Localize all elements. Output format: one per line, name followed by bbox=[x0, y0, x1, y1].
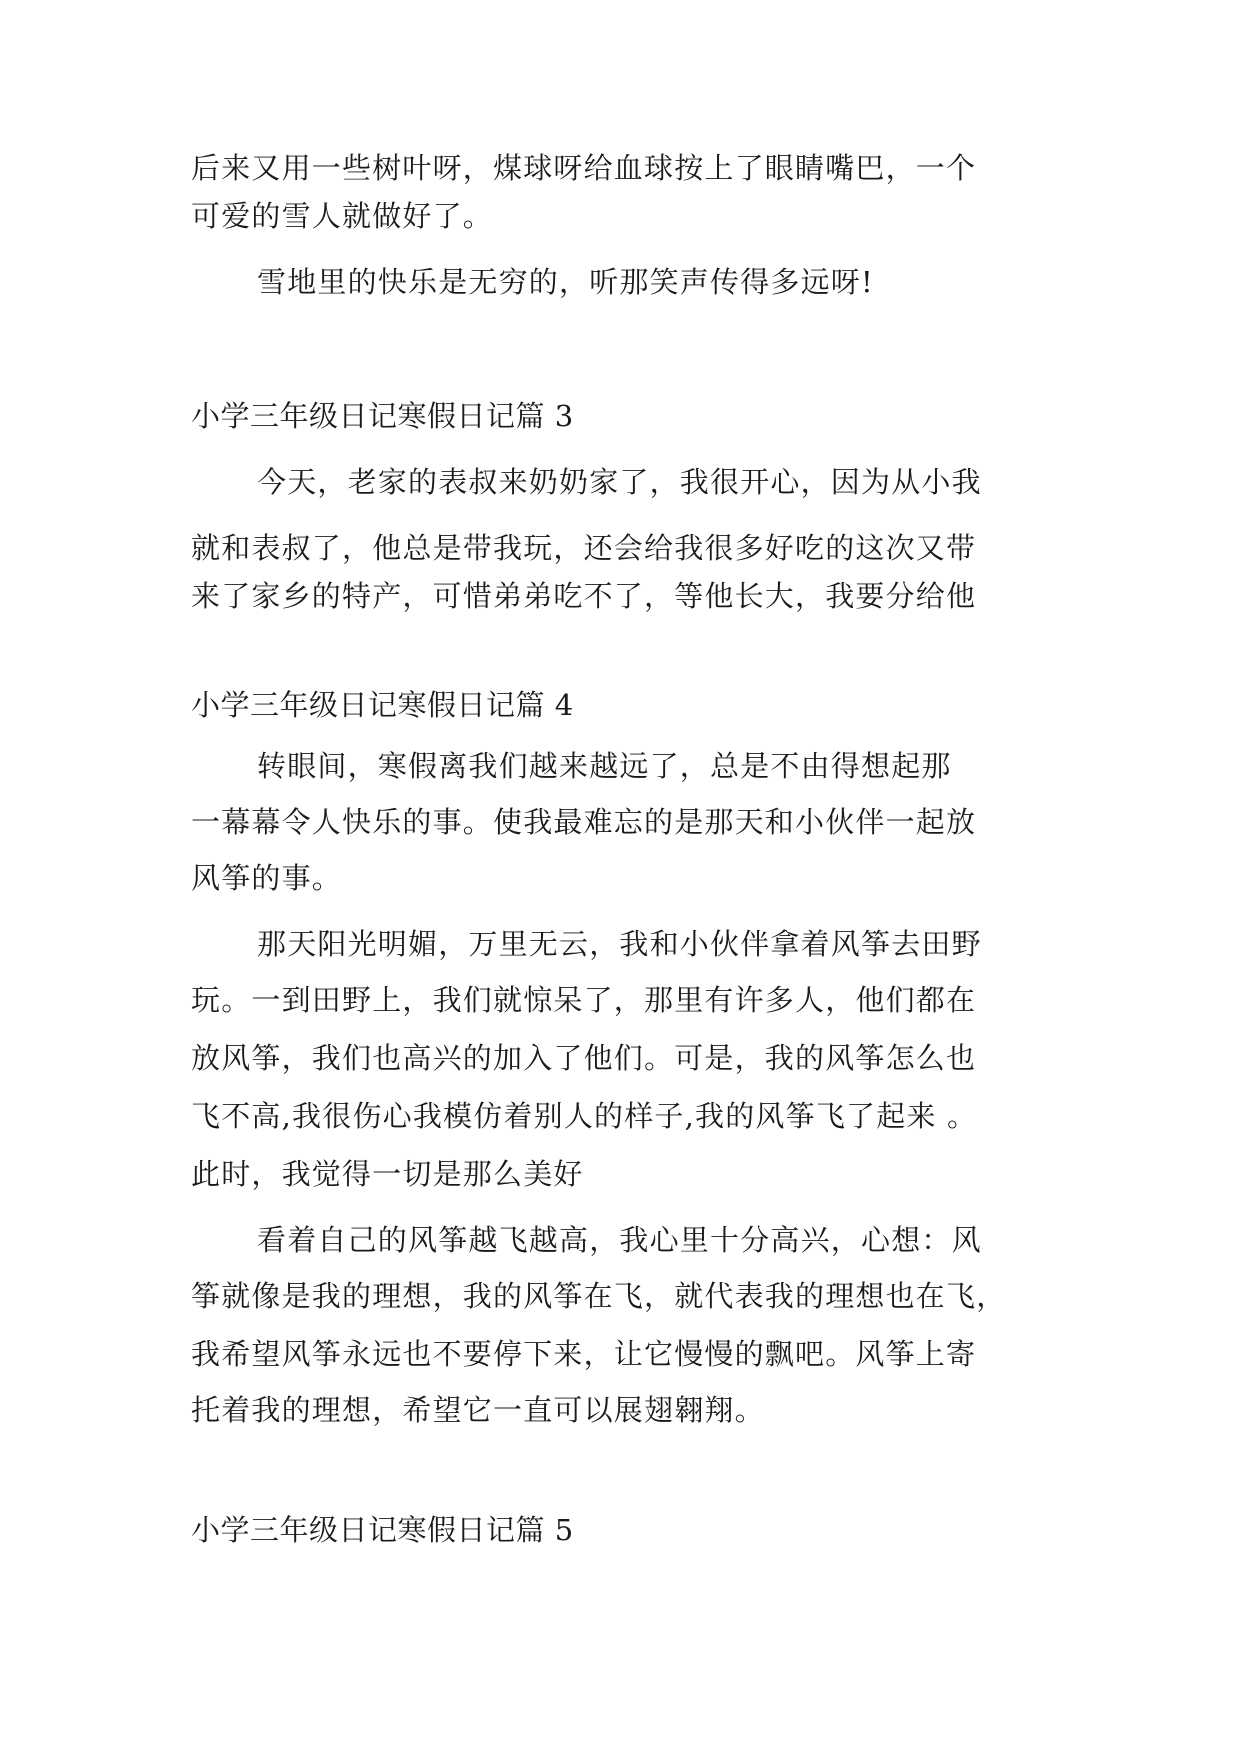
paragraph-line: 就和表叔了，他总是带我玩，还会给我很多好吃的这次又带 bbox=[191, 531, 977, 565]
paragraph-line: 飞不高,我很伤心我模仿着别人的样子,我的风筝飞了起来 。 bbox=[191, 1099, 978, 1133]
paragraph-line: 筝就像是我的理想，我的风筝在飞，就代表我的理想也在飞， bbox=[191, 1279, 1007, 1313]
paragraph-line: 托着我的理想，希望它一直可以展翅翱翔。 bbox=[191, 1393, 765, 1427]
paragraph-line: 来了家乡的特产，可惜弟弟吃不了，等他长大，我要分给他 bbox=[191, 579, 977, 613]
section-heading: 小学三年级日记寒假日记篇 5 bbox=[191, 1513, 574, 1547]
paragraph-line: 那天阳光明媚，万里无云，我和小伙伴拿着风筝去田野 bbox=[257, 927, 982, 961]
section-heading: 小学三年级日记寒假日记篇 3 bbox=[191, 399, 574, 433]
paragraph-line: 后来又用一些树叶呀，煤球呀给血球按上了眼睛嘴巴，一个 bbox=[191, 151, 977, 185]
paragraph-line: 看着自己的风筝越飞越高，我心里十分高兴，心想：风 bbox=[257, 1223, 982, 1257]
paragraph-line: 玩。一到田野上，我们就惊呆了，那里有许多人，他们都在 bbox=[191, 983, 977, 1017]
paragraph-line: 我希望风筝永远也不要停下来，让它慢慢的飘吧。风筝上寄 bbox=[191, 1337, 977, 1371]
section-heading: 小学三年级日记寒假日记篇 4 bbox=[191, 688, 574, 722]
paragraph-line: 今天，老家的表叔来奶奶家了，我很开心，因为从小我 bbox=[257, 465, 982, 499]
paragraph-line: 放风筝，我们也高兴的加入了他们。可是，我的风筝怎么也 bbox=[191, 1041, 977, 1075]
paragraph-line: 风筝的事。 bbox=[191, 861, 343, 895]
paragraph-line: 可爱的雪人就做好了。 bbox=[191, 199, 494, 233]
paragraph-line: 一幕幕令人快乐的事。使我最难忘的是那天和小伙伴一起放 bbox=[191, 805, 977, 839]
paragraph-line: 转眼间，寒假离我们越来越远了，总是不由得想起那 bbox=[257, 749, 952, 783]
paragraph-line: 此时，我觉得一切是那么美好 bbox=[191, 1157, 584, 1191]
paragraph-line: 雪地里的快乐是无穷的，听那笑声传得多远呀! bbox=[257, 265, 874, 299]
